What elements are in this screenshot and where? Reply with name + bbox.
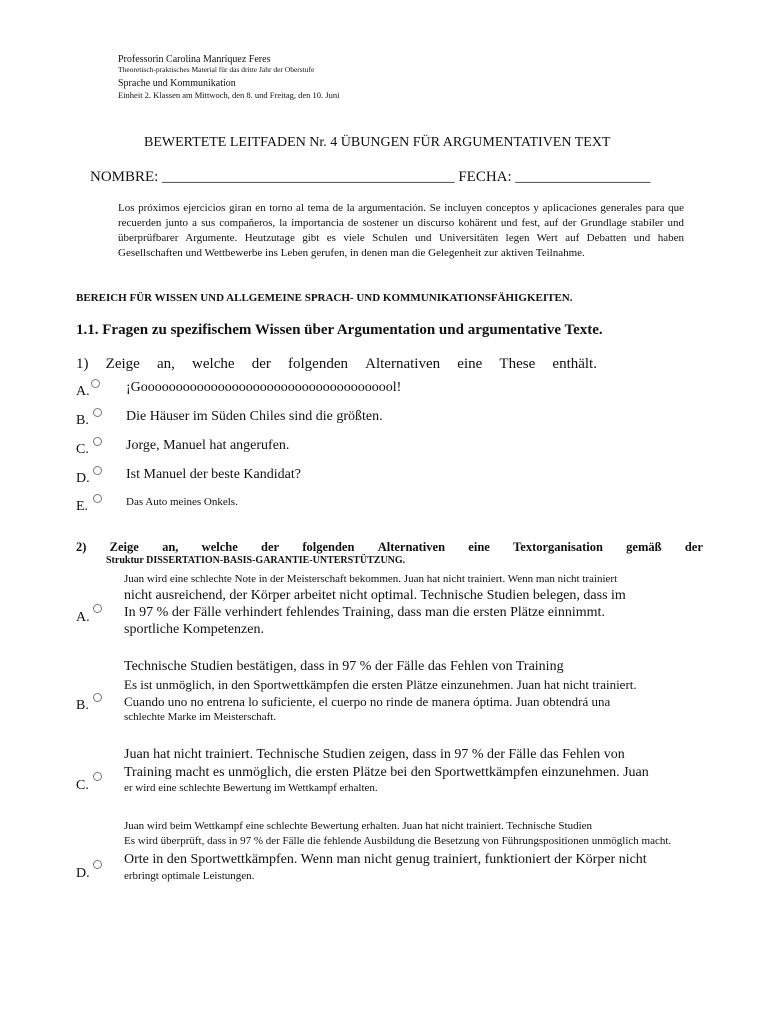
option-letter: B.: [76, 698, 89, 713]
prompt-word: These: [499, 356, 536, 372]
option-a-line: In 97 % der Fälle verhindert fehlendes Training, dass man die ersten Plätze einnimmt.: [124, 605, 605, 620]
option-a-line: Juan wird eine schlechte Note in der Meisterschaft bekommen. Juan hat nicht trainiert. Wenn man nicht trainiert: [124, 573, 618, 585]
option-letter: D.: [76, 471, 90, 486]
section-heading: BEREICH FÜR WISSEN UND ALLGEMEINE SPRACH- UND KOMMUNIKATIONSFÄHIGKEITEN.: [76, 292, 573, 304]
option-a-line: sportliche Kompetenzen.: [124, 622, 264, 637]
intro-paragraph: Los próximos ejercicios giran en torno al tema de la argumentación. Se incluyen conceptos y aplicaciones generales para que recuerden junto a sus compañeros, la importancia de sostener un discurso kohärent und fest, auf der Grundlage stabiler und überprüfbarer Argumente. Heutzutage gibt es viele Schulen und Universitäten legen Wert auf Debatten und haben Gesellschaften und Wettbewerbe ins Leben gerufen, in denen man die Gelegenheit zur aktiven Teilnahme.: [118, 202, 684, 259]
subject-name: Sprache und Kommunikation: [118, 78, 236, 89]
question-2-structure: Struktur DISSERTATION-BASIS-GARANTIE-UNTERSTÜTZUNG.: [106, 555, 406, 566]
prompt-word: Zeige: [109, 540, 139, 554]
prompt-word: Textorganisation: [513, 540, 603, 554]
option-letter: A.: [76, 610, 90, 625]
option-letter: C.: [76, 442, 89, 457]
option-letter: A.: [76, 384, 90, 399]
option-c-radio[interactable]: [93, 772, 102, 781]
option-d-line: Juan wird beim Wettkampf eine schlechte Bewertung erhalten. Juan hat nicht trainiert. Technische Studien: [124, 820, 593, 832]
option-letter: E.: [76, 499, 89, 514]
option-d-radio[interactable]: [93, 466, 102, 475]
option-b-line: schlechte Marke im Meisterschaft.: [124, 711, 277, 723]
unit-info: Einheit 2. Klassen am Mittwoch, den 8. und Freitag, den 10. Juni: [118, 90, 340, 100]
prompt-word: der: [684, 540, 703, 554]
option-c-line: Training macht es unmöglich, die ersten Plätze bei den Sportwettkämpfen einzunehmen. Juan: [124, 765, 649, 780]
option-e-radio[interactable]: [93, 494, 102, 503]
prompt-word: der: [261, 540, 280, 554]
question-1-prompt: [76, 356, 597, 373]
option-b-radio[interactable]: [93, 693, 102, 702]
document-title: BEWERTETE LEITFADEN Nr. 4 ÜBUNGEN FÜR ARGUMENTATIVEN TEXT: [144, 135, 611, 150]
option-c-text: Jorge, Manuel hat angerufen.: [126, 438, 290, 453]
prompt-word: der: [251, 356, 271, 372]
option-b-line: Cuando uno no entrena lo suficiente, el cuerpo no rinde de manera óptima. Juan obtendrá una: [124, 694, 611, 709]
prompt-word: enthält.: [552, 356, 597, 372]
option-a-text: ¡Gooooooooooooooooooooooooooooooooooool!: [126, 380, 402, 395]
option-d-text: Ist Manuel der beste Kandidat?: [126, 467, 301, 482]
option-b-text: Die Häuser im Süden Chiles sind die größten.: [126, 409, 383, 424]
prompt-word: Zeige: [105, 356, 140, 372]
option-c-line: er wird eine schlechte Bewertung im Wettkampf erhalten.: [124, 782, 378, 794]
option-d-line: Orte in den Sportwettkämpfen. Wenn man nicht genug trainiert, funktioniert der Körper nicht: [124, 852, 647, 867]
prompt-word: welche: [201, 540, 238, 554]
option-a-radio[interactable]: [93, 604, 102, 613]
option-d-line: erbringt optimale Leistungen.: [124, 870, 255, 882]
prompt-word: 2): [76, 540, 87, 554]
prompt-word: gemäß: [626, 540, 662, 554]
option-c-line: Juan hat nicht trainiert. Technische Studien zeigen, dass in 97 % der Fälle das Fehlen von: [124, 747, 625, 762]
prompt-word: an,: [162, 540, 179, 554]
prompt-word: Alternativen: [365, 356, 441, 372]
option-d-line: Es wird überprüft, dass in 97 % der Fälle die fehlende Ausbildung die Besetzung von Führungspositionen unmöglich macht.: [124, 835, 672, 847]
prompt-word: folgenden: [302, 540, 355, 554]
material-description: Theoretisch-praktisches Material für das dritte Jahr der Oberstufe: [118, 65, 315, 74]
option-b-line: Technische Studien bestätigen, dass in 97 % der Fälle das Fehlen von Training: [124, 659, 564, 674]
prompt-word: 1): [76, 356, 89, 372]
subsection-heading: 1.1. Fragen zu spezifischem Wissen über Argumentation und argumentative Texte.: [76, 322, 603, 338]
prompt-word: Alternativen: [377, 540, 446, 554]
question-2-prompt: [76, 540, 703, 555]
option-b-line: Es ist unmöglich, in den Sportwettkämpfen die ersten Plätze einzunehmen. Juan hat nicht trainiert.: [124, 677, 637, 692]
name-date-fields[interactable]: NOMBRE: _______________________________________ FECHA: __________________: [90, 169, 651, 185]
prompt-word: eine: [457, 356, 483, 372]
professor-name: Professorin Carolina Manríquez Feres: [118, 54, 271, 65]
option-c-radio[interactable]: [93, 437, 102, 446]
prompt-word: folgenden: [288, 356, 348, 372]
prompt-word: an,: [156, 356, 175, 372]
option-e-text: Das Auto meines Onkels.: [126, 496, 238, 508]
prompt-word: welche: [192, 356, 235, 372]
option-letter: D.: [76, 866, 90, 881]
option-letter: C.: [76, 778, 89, 793]
prompt-word: eine: [468, 540, 490, 554]
option-d-radio[interactable]: [93, 860, 102, 869]
option-a-radio[interactable]: [91, 379, 100, 388]
option-b-radio[interactable]: [93, 408, 102, 417]
option-a-line: nicht ausreichend, der Körper arbeitet nicht optimal. Technische Studien belegen, dass im: [124, 588, 626, 603]
option-letter: B.: [76, 413, 89, 428]
